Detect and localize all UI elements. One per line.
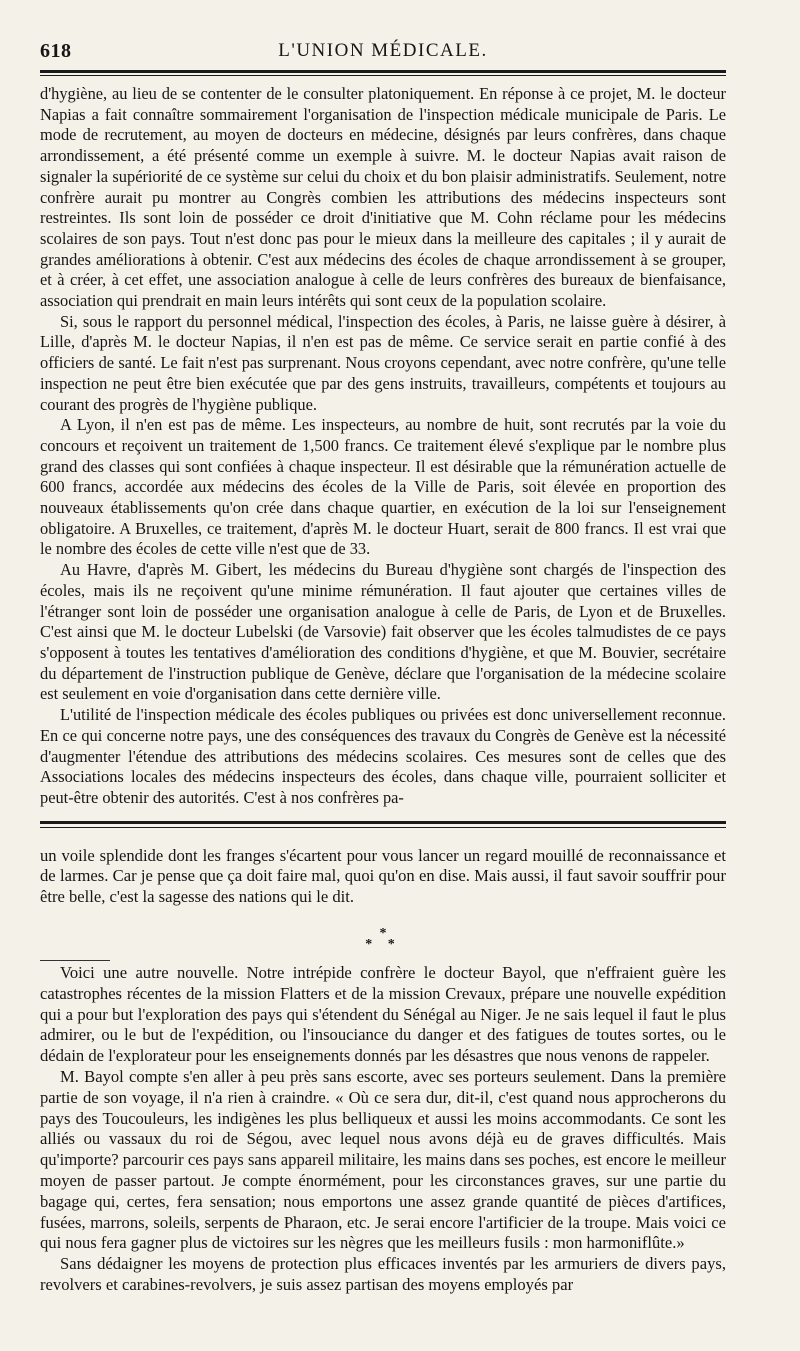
- feuilleton-paragraph: M. Bayol compte s'en aller à peu près sans escorte, avec ses porteurs seulement. Dans la première partie de son voyage, il n'a rien à craindre. « Où ce sera dur, dit-il, c'est quand nous approcherons du pays des Toucouleurs, les indigènes les plus belliqueux et aussi les moins accommodants. Ce sont les alliés ou vassaux du roi de Ségou, avec lequel nous avons déjà eu de graves difficultés. Mais qu'importe? parcourir ces pays sans appareil militaire, les mains dans ses poches, est encore le meilleur moyen de passer partout. Je compte énormément, pour les circonstances graves, sur une partie du bagage qui, certes, fera sensation; nous emportons une assez grande quantité de pièces d'artifices, fusées, marrons, soleils, serpents de Pharaon, etc. Je serai encore l'artificier de la troupe. Mais voici ce qui nous fera gagner plus de victoires sur les nègres que les meilleurs fusils : mon harmoniflûte.»: [40, 1066, 726, 1253]
- header-rule: [40, 70, 726, 73]
- feuilleton-separator: [40, 821, 726, 828]
- page-header: [40, 32, 726, 66]
- article-paragraph: A Lyon, il n'en est pas de même. Les inspecteurs, au nombre de huit, sont recrutés par la voie du concours et reçoivent un traitement de 1,500 francs. Ce traitement élevé s'explique par le nombre plus grand des classes qui sont confiées à chaque inspecteur. Il est désirable que la rémunération actuelle de 600 francs, accordée aux médecins des écoles de la Ville de Paris, soit élevée en proportion des nouveaux établissements qu'on crée dans chaque quartier, en exécution de la loi sur l'enseignement obligatoire. A Bruxelles, ce traitement, d'après M. le docteur Huart, serait de 800 francs. Il est vrai que le nombre des écoles de cette ville n'est que de 33.: [40, 415, 726, 559]
- running-title: L'UNION MÉDICALE.: [278, 40, 488, 61]
- page-number: 618: [40, 40, 72, 62]
- article-paragraph: d'hygiène, au lieu de se contenter de le consulter platoniquement. En réponse à ce projet, M. le docteur Napias a fait connaître sommairement l'organisation de l'inspection médicale municipale de Paris. Le mode de recrutement, au moyen de docteurs en médecine, désignés par leurs confrères, dans chaque arrondissement, a été présenté comme un exemple à suivre. M. le docteur Napias avait raison de signaler la supériorité de ce système sur celui du choix et du bon plaisir administratifs. Seulement, notre confrère aurait pu montrer au Congrès combien les attributions des médecins inspecteurs sont restreintes. Ils sont loin de posséder ce droit d'initiative que M. Cohn réclame pour les médecins scolaires de son pays. Tout n'est donc pas pour le mieux dans la meilleure des capitales ; il y aurait de grandes améliorations à obtenir. C'est aux médecins des écoles de chaque arrondissement à se grouper, et à créer, à cet effet, une association analogue à celle de leurs confrères des bureaux de bienfaisance, association qui prendrait en main leurs intérêts qui sont ceux de la population scolaire.: [40, 84, 726, 311]
- asterism-bottom: * *: [365, 937, 401, 952]
- article-paragraph: Si, sous le rapport du personnel médical, l'inspection des écoles, à Paris, ne laisse guère à désirer, à Lille, d'après M. le docteur Napias, il n'en est pas de même. Ce service serait en partie confié à des officiers de santé. Le fait n'est pas surprenant. Nous croyons cependant, avec notre confrère, qu'une telle inspection ne peut être bien exécutée que par des gens instruits, travailleurs, compétents et toujours au courant des progrès de l'hygiène publique.: [40, 311, 726, 414]
- asterism-top: *: [379, 926, 387, 941]
- feuilleton-body: [40, 846, 726, 1296]
- article-paragraph: L'utilité de l'inspection médicale des écoles publiques ou privées est donc universellement reconnue. En ce qui concerne notre pays, une des conséquences des travaux du Congrès de Genève est la nécessité d'augmenter l'étendue des attributions des médecins scolaires. Ces mesures sont de celles que des Associations locales des médecins inspecteurs des écoles, dans chaque ville, pourraient solliciter et peut-être obtenir des autorités. C'est à nos confrères pa-: [40, 705, 726, 807]
- asterism-divider: [40, 928, 726, 950]
- article-paragraph: Au Havre, d'après M. Gibert, les médecins du Bureau d'hygiène sont chargés de l'inspection des écoles, mais ils ne reçoivent qu'une minime rémunération. Il faut ajouter que certaines villes de l'étranger sont loin de posséder une organisation analogue à celle de Paris, de Lyon et de Bruxelles. C'est ainsi que M. le docteur Lubelski (de Varsovie) fait observer que les écoles talmudistes de ce pays s'opposent à toutes les tentatives d'amélioration des conditions d'hygiène, et que M. Bouvier, secrétaire du département de l'instruction publique de Genève, déclare que l'organisation de la médecine scolaire est seulement en voie d'organisation dans cette dernière ville.: [40, 560, 726, 704]
- feuilleton-paragraph: Sans dédaigner les moyens de protection plus efficaces inventés par les armuriers de divers pays, revolvers et carabines-revolvers, je suis assez partisan des moyens employés par: [40, 1254, 726, 1294]
- article-body: [40, 84, 726, 809]
- feuilleton-paragraph: Voici une autre nouvelle. Notre intrépide confrère le docteur Bayol, que n'effraient guère les catastrophes récentes de la mission Flatters et de la mission Crevaux, prépare une nouvelle expédition qui a pour but l'exploration des pays qui s'étendent du Sénégal au Niger. Je ne sais lequel il faut le plus admirer, ou le but de l'expédition, ou l'insouciance du danger et des fatigues de toutes sortes, ou le dédain de l'explorateur pour les enseignements donnés par les désastres que nous venons de rappeler.: [40, 963, 726, 1066]
- short-rule: [40, 960, 110, 961]
- header-rule-thin: [40, 75, 726, 76]
- feuilleton-paragraph: un voile splendide dont les franges s'écartent pour vous lancer un regard mouillé de reconnaissance et de larmes. Car je pense que ça doit faire mal, quoi qu'on en dise. Mais aussi, il faut savoir souffrir pour être belle, c'est la sagesse des nations qui le dit.: [40, 845, 726, 907]
